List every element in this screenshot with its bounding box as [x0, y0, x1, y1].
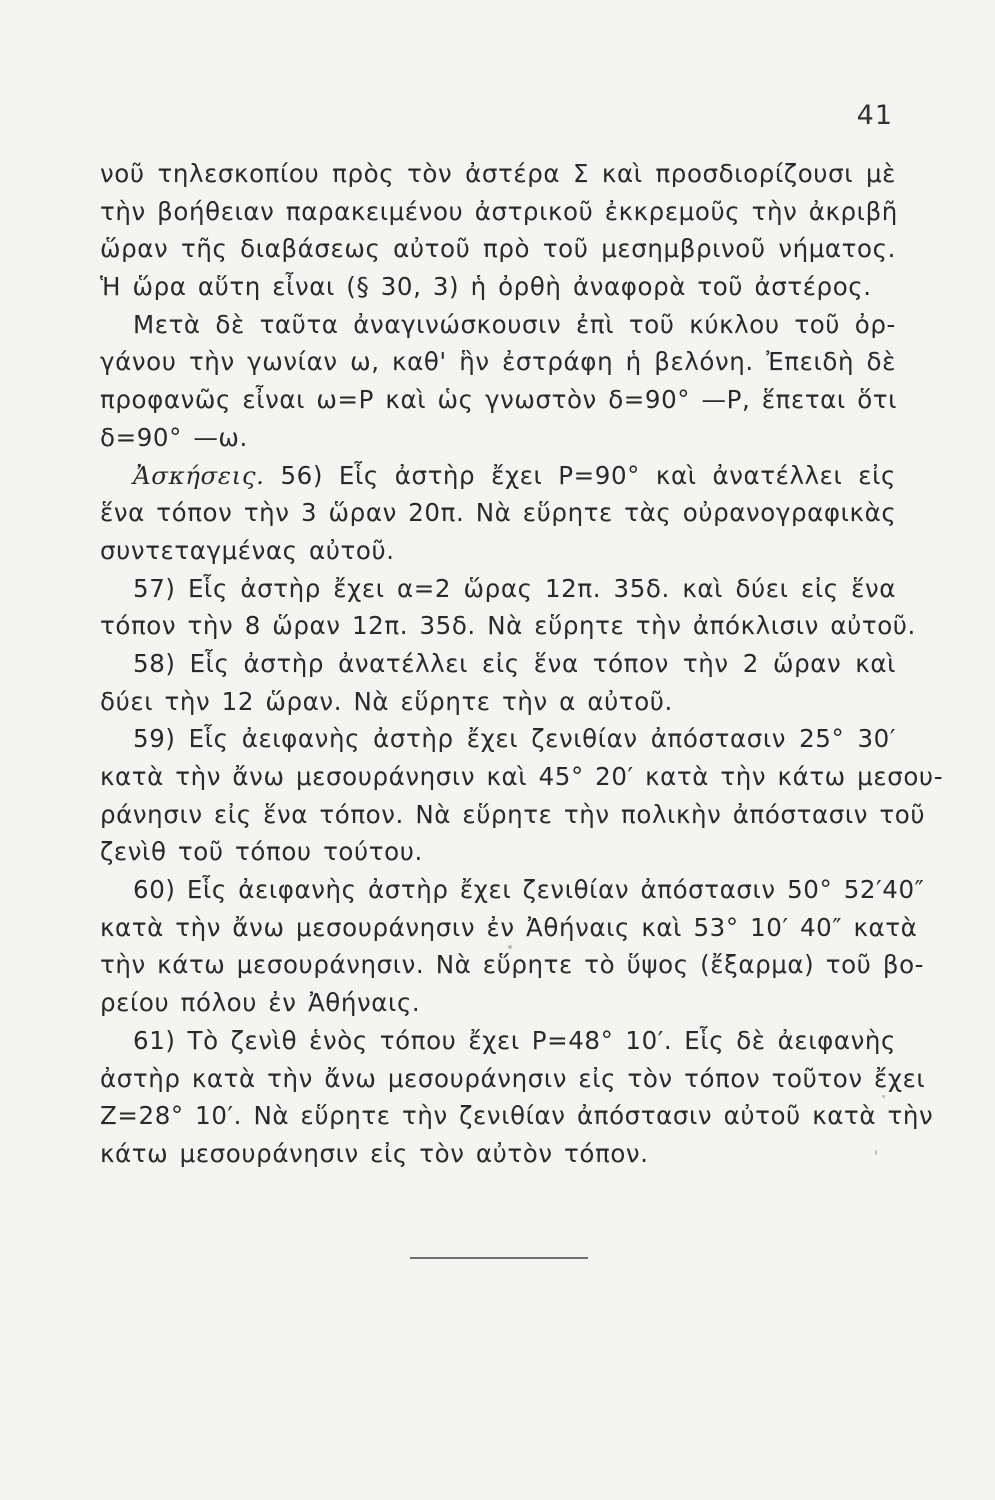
- text-line: 59) Εἷς ἀειφανὴς ἀστὴρ ἔχει ζενιθίαν ἀπόστασιν 25° 30′: [133, 724, 896, 754]
- text-line: κατὰ τὴν ἄνω μεσουράνησιν ἐν Ἀθήναις καὶ 53° 10′ 40″ κατὰ: [100, 912, 918, 942]
- exercise-56-start: 56) Εἷς ἀστὴρ ἔχει Ρ=90° καὶ ἀνατέλλει εἰς: [280, 460, 896, 490]
- text-line: ζενὶθ τοῦ τόπου τούτου.: [100, 837, 423, 867]
- text-line: κάτω μεσουράνησιν εἰς τὸν αὐτὸν τόπον.: [100, 1138, 649, 1168]
- text-line: 61) Τὸ ζενὶθ ἑνὸς τόπου ἔχει Ρ=48° 10′. Εἷς δὲ ἀειφανὴς: [133, 1025, 896, 1055]
- paper-speck: [875, 1150, 877, 1155]
- page-number: 41: [856, 100, 893, 131]
- text-line: ὥραν τῆς διαβάσεως αὐτοῦ πρὸ τοῦ μεσημβρινοῦ νήματος.: [100, 234, 896, 264]
- text-line: ρείου πόλου ἐν Ἀθήναις.: [100, 988, 421, 1018]
- text-line: γάνου τὴν γωνίαν ω, καθ' ἣν ἐστράφη ἡ βελόνη. Ἐπειδὴ δὲ: [100, 347, 896, 377]
- paper-speck: [882, 1095, 885, 1098]
- paper-speck: [508, 945, 512, 949]
- text-line: κατὰ τὴν ἄνω μεσουράνησιν καὶ 45° 20′ κατὰ τὴν κάτω μεσου-: [100, 762, 944, 791]
- text-line: ἀστὴρ κατὰ τὴν ἄνω μεσουράνησιν εἰς τὸν τόπον τοῦτον ἔχει: [100, 1063, 926, 1093]
- text-line: ράνησιν εἰς ἕνα τόπον. Νὰ εὕρητε τὴν πολικὴν ἀπόστασιν τοῦ: [100, 799, 926, 829]
- text-line: τὴν βοήθειαν παρακειμένου ἀστρικοῦ ἐκκρεμοῦς τὴν ἀκριβῆ: [100, 196, 898, 226]
- section-divider: [410, 1257, 588, 1259]
- text-line: 58) Εἷς ἀστὴρ ἀνατέλλει εἰς ἕνα τόπον τὴν 2 ὥραν καὶ: [133, 648, 896, 678]
- text-line: δύει τὴν 12 ὥραν. Νὰ εὕρητε τὴν α αὐτοῦ.: [100, 686, 673, 716]
- exercises-label: Ἀσκήσεις.: [133, 460, 265, 490]
- exercises-first-line: [100, 457, 896, 495]
- text-line: 60) Εἷς ἀειφανὴς ἀστὴρ ἔχει ζενιθίαν ἀπόστασιν 50° 52′40″: [133, 875, 925, 905]
- text-line: ἕνα τόπον τὴν 3 ὥραν 20π. Νὰ εὕρητε τὰς οὐρανογραφικὰς: [100, 498, 897, 528]
- text-line: νοῦ τηλεσκοπίου πρὸς τὸν ἀστέρα Σ καὶ προσδιορίζουσι μὲ: [100, 159, 896, 188]
- text-line: Ἡ ὥρα αὕτη εἶναι (§ 30, 3) ἡ ὀρθὴ ἀναφορὰ τοῦ ἀστέρος.: [100, 272, 872, 302]
- text-line: Μετὰ δὲ ταῦτα ἀναγινώσκουσιν ἐπὶ τοῦ κύκλου τοῦ ὀρ-: [133, 309, 896, 339]
- text-line: προφανῶς εἶναι ω=Ρ καὶ ὡς γνωστὸν δ=90° —Ρ, ἕπεται ὅτι: [100, 385, 898, 415]
- text-line: τὴν κάτω μεσουράνησιν. Νὰ εὕρητε τὸ ὕψος (ἔξαρμα) τοῦ βο-: [100, 950, 925, 980]
- text-line: τόπον τὴν 8 ὥραν 12π. 35δ. Νὰ εὕρητε τὴν ἀπόκλισιν αὐτοῦ.: [100, 611, 916, 641]
- page-body: [100, 155, 944, 1173]
- text-line: Ζ=28° 10′. Νὰ εὕρητε τὴν ζενιθίαν ἀπόστασιν αὐτοῦ κατὰ τὴν: [100, 1101, 934, 1131]
- text-line: συντεταγμένας αὐτοῦ.: [100, 535, 395, 565]
- text-line: δ=90° —ω.: [100, 422, 248, 452]
- text-line: 57) Εἷς ἀστὴρ ἔχει α=2 ὥρας 12π. 35δ. καὶ δύει εἰς ἕνα: [133, 573, 896, 603]
